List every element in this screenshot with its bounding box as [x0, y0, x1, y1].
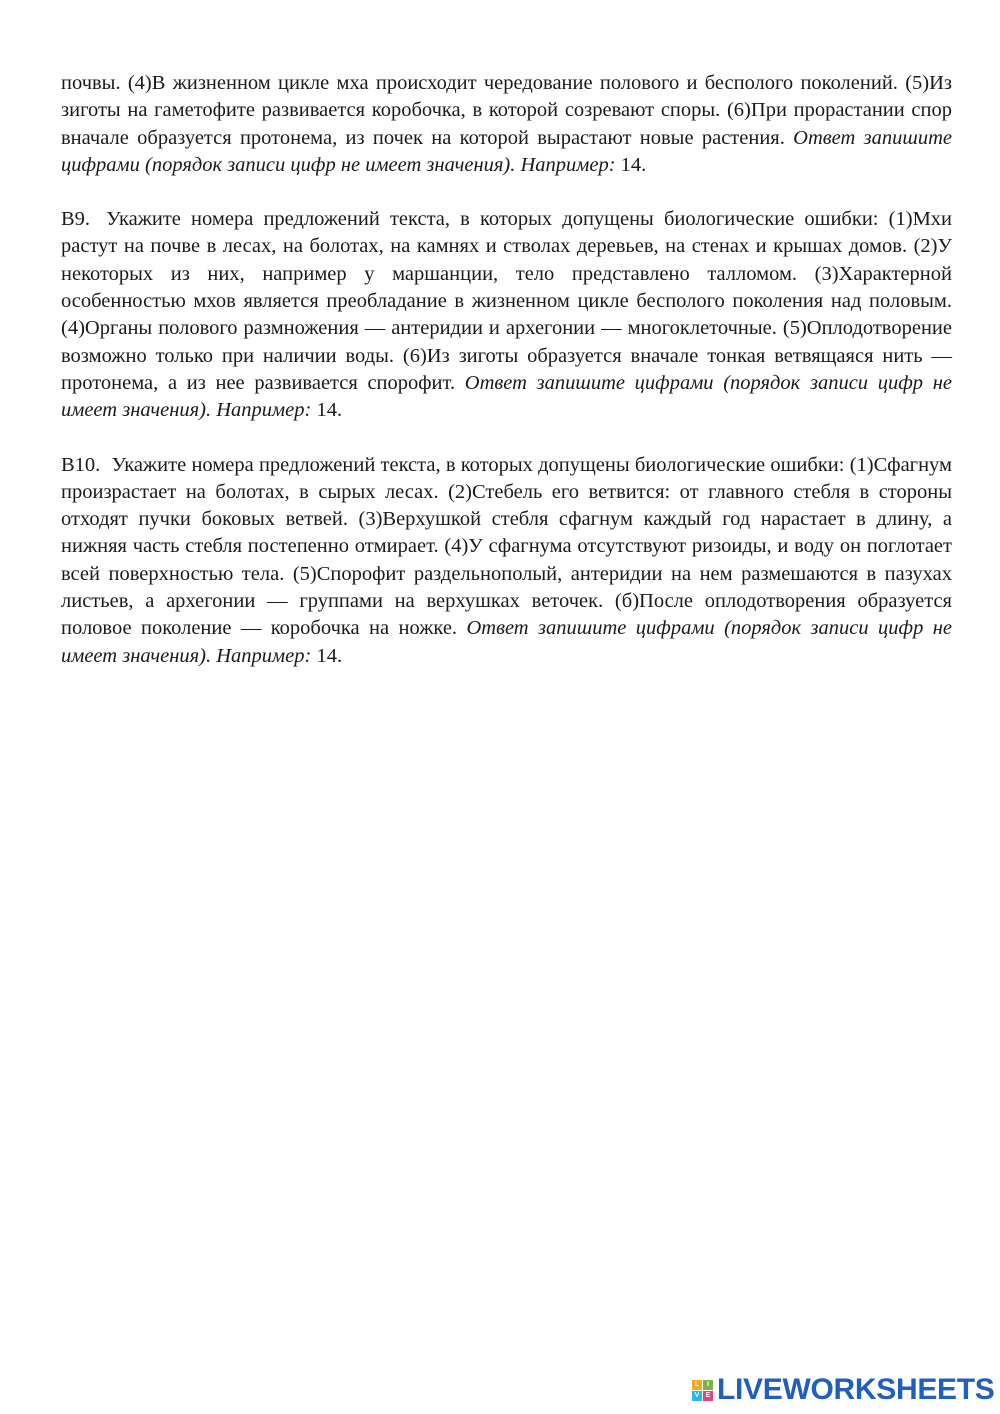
question-label: В10. — [61, 453, 101, 476]
answer-example: 14. — [316, 399, 343, 422]
logo-mark-tile: L — [692, 1380, 702, 1390]
answer-instruction: Ответ запишите цифрами (порядок записи цифр не имеет значения). Например: — [61, 371, 952, 422]
logo-mark-tile: E — [703, 1391, 713, 1401]
answer-example: 14. — [316, 644, 343, 667]
question-b10 — [61, 452, 952, 670]
question-text: (1)Мхи растут на почве в лесах, на болотах, на камнях и стволах деревьев, на стенах и крышах домов. (2)У некоторых из них, например у маршанции, тело представлено талломом. (3)Характерной особенностью мхов является преобладание в жизненном цикле бесполого поколения над половым. (4)Органы полового размножения — антеридии и архегонии — многоклеточные. (5)Оплодотворение возможно только при наличии воды. (6)Из зиготы образуется вначале тонкая ветвящаяся нить — протонема, а из нее развивается спорофит. — [61, 208, 953, 394]
question-prompt: Укажите номера предложений текста, в которых допущены биологические ошибки: — [106, 208, 879, 231]
answer-instruction: Ответ запишите цифрами (порядок записи цифр не имеет значения). Например: — [61, 126, 952, 176]
logo-mark-tile: I — [703, 1380, 713, 1390]
paragraph-previous-question — [61, 70, 952, 179]
answer-example: 14. — [620, 153, 647, 176]
liveworksheets-logo — [692, 1372, 995, 1408]
question-b9 — [61, 206, 952, 424]
logo-mark-icon — [692, 1380, 713, 1401]
question-text: (1)Сфагнум произрастает на болотах, в сырых лесах. (2)Стебель его ветвится: от главного стебля в стороны отходят пучки боковых ветвей. (3)Верхушкой стебля сфагнум каждый год нарастает в длину, а нижняя часть стебля постепенно отмирает. (4)У сфагнума отсутствуют ризоиды, и воду он поглотает всей поверхностью тела. (5)Спорофит раздельнополый, антеридии на нем размешаются в пазухах листьев, а архегонии — группами на верхушках веточек. (б)После оплодотворения образуется половое поколение — коробочка на ножке. — [61, 453, 953, 640]
worksheet-content — [61, 70, 952, 697]
question-prompt: Укажите номера предложений текста, в которых допущены биологические ошибки: — [111, 453, 845, 476]
question-label: В9. — [61, 208, 91, 231]
logo-text: LIVEWORKSHEETS — [717, 1373, 995, 1406]
logo-mark-tile: V — [692, 1391, 702, 1401]
answer-instruction: Ответ запишите цифрами (порядок записи цифр не имеет значения). Например: — [61, 617, 952, 667]
paragraph-text: почвы. (4)В жизненном цикле мха происходит чередование полового и бесполого поколений. (5)Из зиготы на гаметофите развивается коробочка, в которой созревают споры. (6)При прорастании спор вначале образуется протонема, из почек на которой вырастают новые растения. — [61, 72, 952, 149]
